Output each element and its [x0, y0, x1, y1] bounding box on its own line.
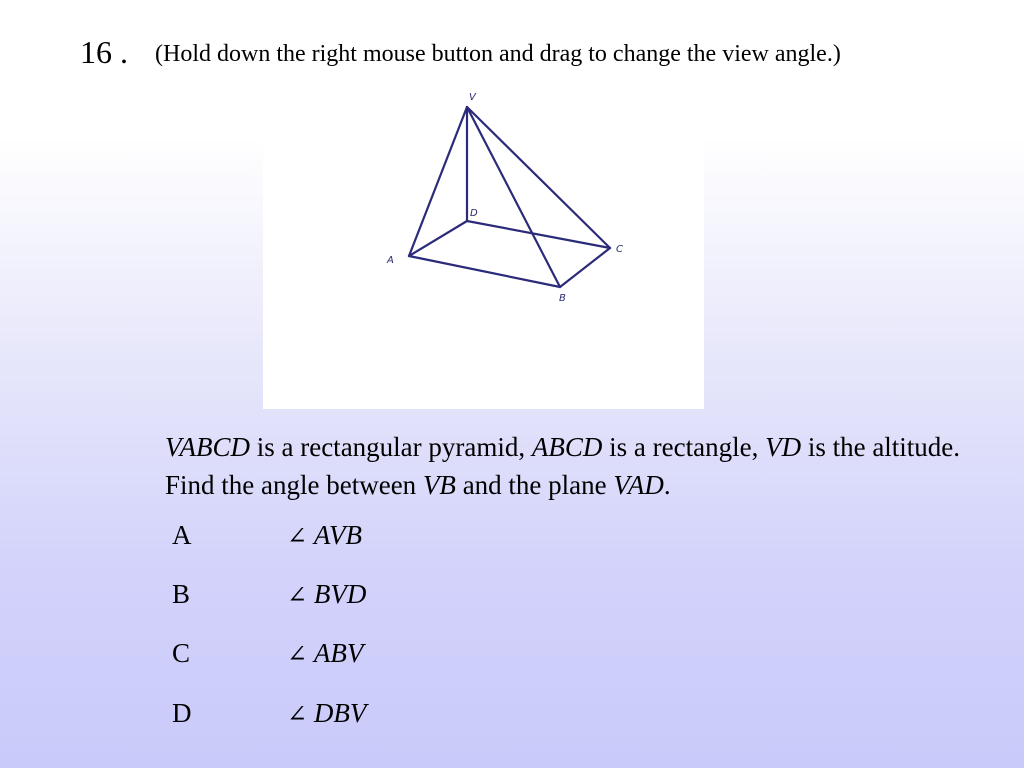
line-name: VB	[422, 470, 456, 500]
choice-letter: B	[172, 579, 191, 609]
choice-expression	[287, 579, 366, 610]
pyramid-figure-panel[interactable]	[263, 76, 704, 409]
edge-ab	[409, 256, 560, 287]
base-name: ABCD	[531, 432, 603, 462]
instruction-text: (Hold down the right mouse button and drag to change the view angle.)	[155, 41, 841, 67]
pyramid-name: VABCD	[165, 432, 250, 462]
choice-letter: C	[172, 638, 191, 668]
choice-expression	[287, 638, 363, 669]
question-number: 16 .	[80, 34, 128, 70]
edge-vb	[467, 107, 560, 287]
vertex-label-d: D	[470, 208, 478, 219]
angle-name: AVB	[313, 520, 362, 550]
angle-name: DBV	[313, 698, 367, 728]
choice-letter: A	[172, 520, 192, 550]
angle-icon: ∠	[287, 700, 308, 728]
angle-name: ABV	[313, 638, 364, 668]
choice-expression	[287, 698, 366, 729]
problem-text-5: .	[663, 470, 671, 500]
vertex-label-a: A	[387, 255, 394, 266]
pyramid-diagram[interactable]	[263, 76, 704, 409]
angle-icon: ∠	[287, 581, 308, 609]
edge-vc	[467, 107, 610, 248]
vertex-label-b: B	[559, 293, 566, 304]
vertex-label-v: V	[469, 92, 476, 103]
altitude-name: VD	[765, 432, 802, 462]
problem-text-1: is a rectangular pyramid,	[249, 432, 532, 462]
plane-name: VAD	[613, 470, 664, 500]
angle-icon: ∠	[287, 522, 308, 550]
angle-icon: ∠	[287, 640, 308, 668]
edge-va	[409, 107, 467, 256]
problem-text-3: is the altitude. Find the angle between	[165, 432, 961, 500]
edge-bc	[560, 248, 610, 287]
problem-text-4: and the plane	[455, 470, 614, 500]
choice-letter: D	[172, 698, 192, 728]
edge-ad	[409, 221, 467, 256]
problem-statement	[165, 428, 985, 504]
choice-expression	[287, 520, 362, 551]
vertex-label-c: C	[616, 244, 623, 255]
problem-text-2: is a rectangle,	[602, 432, 766, 462]
angle-name: BVD	[313, 579, 367, 609]
